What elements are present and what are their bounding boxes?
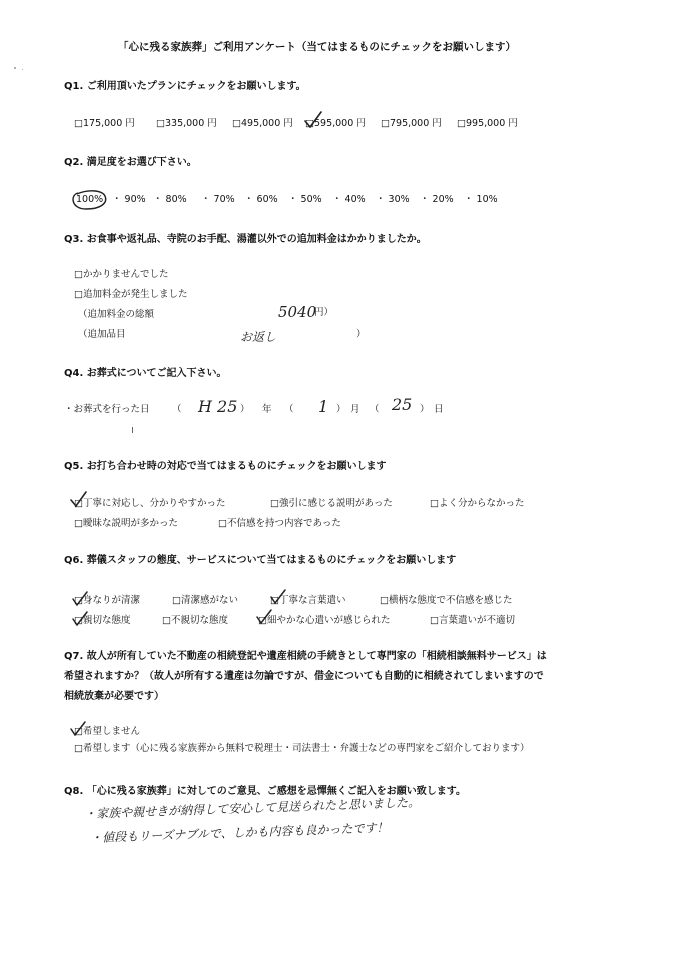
q2-option-30[interactable]: ・ 30%: [376, 194, 410, 205]
q2-question: Q2. 満足度をお選び下さい。: [64, 157, 197, 168]
q8-comment-1[interactable]: ・家族や親せきが納得して安心して見送られたと思いました。: [83, 795, 421, 821]
q4-day-unit: 日: [434, 404, 444, 415]
q4-day-value[interactable]: 25: [392, 395, 413, 414]
q2-option-50[interactable]: ・ 50%: [288, 194, 322, 205]
q4-month-unit: 月: [350, 404, 360, 415]
q6-option-kind[interactable]: □親切な態度: [74, 615, 131, 626]
scan-speck: [14, 67, 16, 69]
q4-year-close: ）: [240, 404, 250, 415]
q4-month-open: （: [284, 404, 294, 415]
q2-option-60[interactable]: ・ 60%: [244, 194, 278, 205]
q6-option-arrogant[interactable]: □横柄な態度で不信感を感じた: [380, 595, 513, 606]
q2-option-100[interactable]: 100%: [76, 194, 104, 205]
q3-question: Q3. お食事や返礼品、寺院のお手配、湯灌以外での追加料金はかかりましたか。: [64, 234, 427, 245]
scan-speck: [22, 69, 23, 70]
q3-total-value[interactable]: 5040: [278, 303, 317, 321]
q5-option-pushy[interactable]: □強引に感じる説明があった: [270, 498, 393, 509]
checkmark-icon: [302, 110, 324, 130]
q2-option-20[interactable]: ・ 20%: [420, 194, 454, 205]
q1-question: Q1. ご利用頂いたプランにチェックをお願いします。: [64, 81, 306, 92]
q4-month-value[interactable]: 1: [318, 397, 329, 416]
q7-option-decline[interactable]: □希望しません: [74, 726, 140, 737]
q3-item-value[interactable]: お返し: [240, 330, 277, 344]
q6-option-bad-speech[interactable]: □言葉遣いが不適切: [430, 615, 515, 626]
q1-option-595000[interactable]: □595,000 円: [305, 118, 366, 129]
q7-option-request[interactable]: □希望します（心に残る家族葬から無料で税理士・司法書士・弁護士などの専門家をご紹介しております）: [74, 743, 530, 754]
q1-option-995000[interactable]: □995,000 円: [457, 118, 518, 129]
q3-item-close: ）: [356, 329, 366, 340]
q4-month-close: ）: [336, 404, 346, 415]
q4-year-open: （: [172, 404, 182, 415]
q7-question-line-3: 相続放棄が必要です）: [64, 691, 164, 702]
q4-question: Q4. お葬式についてご記入下さい。: [64, 368, 227, 379]
checkmark-icon: [70, 610, 90, 628]
checkmark-icon: [68, 720, 88, 738]
q8-comment-2[interactable]: ・値段もリーズナブルで、しかも内容も良かったです！: [89, 820, 389, 845]
checkmark-icon: [68, 490, 90, 510]
q5-question: Q5. お打ち合わせ時の対応で当てはまるものにチェックをお願いします: [64, 461, 387, 472]
checkmark-icon: [70, 590, 90, 608]
q1-option-175000[interactable]: □175,000 円: [74, 118, 135, 129]
q1-option-335000[interactable]: □335,000 円: [156, 118, 217, 129]
q6-option-unkind[interactable]: □不親切な態度: [162, 615, 228, 626]
q2-option-90[interactable]: ・ 90%: [112, 194, 146, 205]
q3-option-none[interactable]: □かかりませんでした: [74, 269, 169, 280]
q1-option-795000[interactable]: □795,000 円: [381, 118, 442, 129]
q2-option-40[interactable]: ・ 40%: [332, 194, 366, 205]
q3-total-label: （追加料金の総額: [78, 309, 155, 320]
q7-question-line-1: Q7. 故人が所有していた不動産の相続登記や遺産相続の手続きとして専門家の「相続相談無料サービス」は: [64, 651, 547, 662]
q4-year-unit: 年: [262, 404, 272, 415]
q6-option-unclean[interactable]: □清潔感がない: [172, 595, 238, 606]
q2-option-70[interactable]: ・ 70%: [201, 194, 235, 205]
checkmark-icon: [268, 588, 288, 606]
q6-option-polite-speech[interactable]: □丁寧な言葉遣い: [270, 595, 346, 606]
circle-mark-icon: [68, 187, 110, 213]
q2-option-10[interactable]: ・ 10%: [464, 194, 498, 205]
q5-option-polite[interactable]: □丁寧に対応し、分かりやすかった: [74, 498, 226, 509]
q6-option-clean[interactable]: □身なりが清潔: [74, 595, 140, 606]
page-title: 「心に残る家族葬」ご利用アンケート（当てはまるものにチェックをお願いします）: [118, 41, 517, 53]
q6-option-attentive[interactable]: □細やかな心遣いが感じられた: [258, 615, 391, 626]
q6-question: Q6. 葬儀スタッフの態度、サービスについて当てはまるものにチェックをお願いします: [64, 555, 457, 566]
q5-option-vague[interactable]: □曖昧な説明が多かった: [74, 518, 178, 529]
q1-option-495000[interactable]: □495,000 円: [232, 118, 293, 129]
q2-option-80[interactable]: ・ 80%: [153, 194, 187, 205]
scan-speck: [132, 427, 133, 433]
q5-option-unclear[interactable]: □よく分からなかった: [430, 498, 525, 509]
q4-day-open: （: [370, 404, 380, 415]
checkmark-icon: [254, 608, 274, 626]
q3-item-label: （追加品目: [78, 329, 126, 340]
q4-day-close: ）: [420, 404, 430, 415]
q4-date-label: ・お葬式を行った日: [64, 404, 150, 415]
q3-total-unit: 円）: [314, 307, 334, 318]
q7-question-line-2: 希望されますか？（故人が所有する遺産は勿論ですが、借金についても自動的に相続されてしまいますので: [64, 671, 544, 682]
q8-question: Q8. 「心に残る家族葬」に対してのご意見、ご感想を忌憚無くご記入をお願い致します。: [64, 786, 466, 797]
q3-option-extra[interactable]: □追加料金が発生しました: [74, 289, 188, 300]
q4-year-value[interactable]: H 25: [198, 397, 238, 416]
q5-option-distrust[interactable]: □不信感を持つ内容であった: [218, 518, 341, 529]
